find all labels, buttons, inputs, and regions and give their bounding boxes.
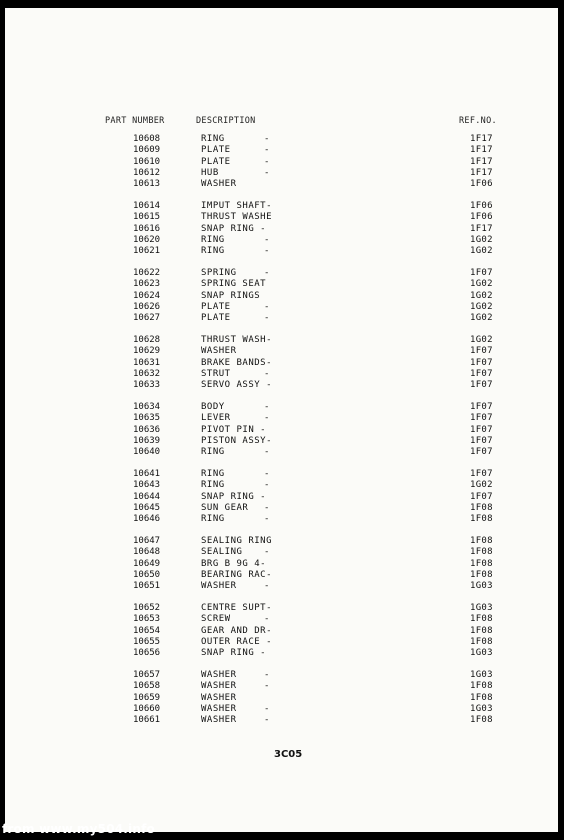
description-cell: PISTON ASSY- [201, 435, 273, 446]
dash-cell: - [264, 703, 270, 714]
ref-no-cell: 1F08 [470, 614, 493, 625]
ref-no-cell: 1F08 [470, 514, 493, 525]
description-cell: BRG B 9G 4- [201, 558, 267, 569]
table-row [5, 492, 558, 503]
part-number-cell: 10645 [133, 502, 161, 513]
ref-no-cell: 1F07 [470, 368, 493, 379]
dash-cell: - [264, 469, 270, 479]
part-number-cell: 10640 [133, 447, 161, 458]
ref-no-cell: 1G03 [470, 581, 493, 592]
part-number-cell: 10646 [133, 514, 161, 525]
ref-no-cell: 1G03 [470, 648, 493, 659]
source-watermark: from www.my504.info [2, 822, 155, 836]
ref-no-cell: 1F08 [470, 625, 493, 636]
description-cell: IMPUT SHAFT- [201, 201, 273, 211]
part-number-cell: 10615 [133, 212, 161, 223]
description-cell: RING [201, 447, 225, 458]
dash-cell: - [264, 368, 270, 379]
part-number-cell: 10639 [133, 435, 161, 446]
table-row [5, 291, 558, 302]
dash-cell: - [264, 614, 270, 625]
ref-no-cell: 1G02 [470, 313, 493, 324]
table-row [5, 201, 558, 212]
description-cell: THRUST WASH- [201, 335, 273, 345]
ref-no-cell: 1G03 [470, 670, 493, 680]
part-number-cell: 10622 [133, 268, 161, 278]
description-cell: SNAP RING - [201, 491, 267, 502]
part-number-cell: 10633 [133, 380, 161, 391]
part-number-cell: 10631 [133, 357, 161, 368]
part-number-cell: 10658 [133, 681, 161, 692]
ref-no-cell: 1F17 [470, 156, 493, 167]
part-number-cell: 10659 [133, 692, 161, 703]
part-number-cell: 10651 [133, 581, 161, 592]
part-number-cell: 10647 [133, 536, 161, 546]
part-number-cell: 10634 [133, 402, 161, 412]
description-cell: SERVO ASSY - [201, 380, 273, 391]
description-cell: RING [201, 234, 225, 245]
part-number-cell: 10612 [133, 167, 161, 178]
header-part-number: PART NUMBER [105, 116, 165, 126]
table-row [5, 346, 558, 357]
ref-no-cell: 1F07 [470, 424, 493, 435]
ref-no-cell: 1G02 [470, 301, 493, 312]
table-row [5, 313, 558, 324]
table-row [5, 179, 558, 190]
description-cell: PLATE [201, 313, 231, 324]
description-cell: SNAP RING - [201, 648, 267, 659]
ref-no-cell: 1F07 [470, 435, 493, 446]
part-number-cell: 10652 [133, 603, 161, 613]
description-cell: WASHER [201, 346, 237, 357]
table-row [5, 302, 558, 313]
description-cell: THRUST WASHE [201, 212, 273, 223]
ref-no-cell: 1F17 [470, 223, 493, 234]
ref-no-cell: 1G03 [470, 703, 493, 714]
table-row [5, 235, 558, 246]
ref-no-cell: 1F07 [470, 447, 493, 458]
table-row [5, 212, 558, 223]
table-row [5, 436, 558, 447]
dash-cell: - [264, 480, 270, 491]
ref-no-cell: 1F08 [470, 547, 493, 558]
ref-no-cell: 1F17 [470, 167, 493, 178]
ref-no-cell: 1G02 [470, 234, 493, 245]
table-row [5, 413, 558, 424]
description-cell: SNAP RING - [201, 223, 267, 234]
description-cell: SUN GEAR [201, 502, 249, 513]
table-row [5, 626, 558, 637]
description-cell: SPRING [201, 268, 237, 278]
dash-cell: - [264, 447, 270, 458]
part-number-cell: 10648 [133, 547, 161, 558]
description-cell: WASHER [201, 179, 237, 190]
part-number-cell: 10626 [133, 301, 161, 312]
description-cell: CENTRE SUPT- [201, 603, 273, 613]
description-cell: SEALING [201, 547, 243, 558]
ref-no-cell: 1F08 [470, 558, 493, 569]
table-row [5, 157, 558, 168]
part-number-cell: 10624 [133, 290, 161, 301]
description-cell: WASHER [201, 581, 237, 592]
table-row [5, 547, 558, 558]
table-row [5, 514, 558, 525]
description-cell: STRUT [201, 368, 231, 379]
description-cell: RING [201, 514, 225, 525]
description-cell: BRAKE BANDS- [201, 357, 273, 368]
part-number-cell: 10623 [133, 279, 161, 290]
dash-cell: - [264, 234, 270, 245]
ref-no-cell: 1F07 [470, 469, 493, 479]
dash-cell: - [264, 167, 270, 178]
part-number-cell: 10644 [133, 491, 161, 502]
description-cell: PIVOT PIN - [201, 424, 267, 435]
ref-no-cell: 1F17 [470, 145, 493, 156]
description-cell: SCREW [201, 614, 231, 625]
dash-cell: - [264, 268, 270, 278]
ref-no-cell: 1F17 [470, 134, 493, 144]
part-number-cell: 10649 [133, 558, 161, 569]
part-number-cell: 10608 [133, 134, 161, 144]
description-cell: SNAP RINGS [201, 290, 261, 301]
dash-cell: - [264, 313, 270, 324]
table-row [5, 681, 558, 692]
description-cell: WASHER [201, 692, 237, 703]
dash-cell: - [264, 301, 270, 312]
ref-no-cell: 1G02 [470, 480, 493, 491]
dash-cell: - [264, 402, 270, 412]
part-number-cell: 10621 [133, 246, 161, 257]
part-number-cell: 10613 [133, 179, 161, 190]
table-row [5, 224, 558, 235]
part-number-cell: 10636 [133, 424, 161, 435]
ref-no-cell: 1F08 [470, 715, 493, 726]
ref-no-cell: 1F06 [470, 201, 493, 211]
part-number-cell: 10656 [133, 648, 161, 659]
table-row [5, 268, 558, 279]
table-row [5, 637, 558, 648]
table-row [5, 603, 558, 614]
ref-no-cell: 1G02 [470, 246, 493, 257]
dash-cell: - [264, 413, 270, 424]
dash-cell: - [264, 581, 270, 592]
part-number-cell: 10632 [133, 368, 161, 379]
ref-no-cell: 1F08 [470, 636, 493, 647]
ref-no-cell: 1F08 [470, 536, 493, 546]
ref-no-cell: 1F07 [470, 491, 493, 502]
description-cell: RING [201, 246, 225, 257]
dash-cell: - [264, 502, 270, 513]
dash-cell: - [264, 681, 270, 692]
table-row [5, 648, 558, 659]
header-description: DESCRIPTION [196, 116, 256, 126]
description-cell: OUTER RACE - [201, 636, 273, 647]
description-cell: RING [201, 469, 225, 479]
ref-no-cell: 1G02 [470, 279, 493, 290]
part-number-cell: 10661 [133, 715, 161, 726]
table-row [5, 614, 558, 625]
part-number-cell: 10655 [133, 636, 161, 647]
dash-cell: - [264, 134, 270, 144]
table-row [5, 670, 558, 681]
part-number-cell: 10657 [133, 670, 161, 680]
dash-cell: - [264, 145, 270, 156]
description-cell: PLATE [201, 301, 231, 312]
ref-no-cell: 1F08 [470, 502, 493, 513]
ref-no-cell: 1F08 [470, 569, 493, 580]
table-row [5, 380, 558, 391]
dash-cell: - [264, 715, 270, 726]
table-row [5, 559, 558, 570]
table-row [5, 145, 558, 156]
part-number-cell: 10620 [133, 234, 161, 245]
ref-no-cell: 1F06 [470, 179, 493, 190]
dash-cell: - [264, 670, 270, 680]
description-cell: RING [201, 480, 225, 491]
table-row [5, 503, 558, 514]
description-cell: BODY [201, 402, 225, 412]
table-header [5, 116, 558, 130]
part-number-cell: 10643 [133, 480, 161, 491]
table-row [5, 168, 558, 179]
dash-cell: - [264, 514, 270, 525]
table-row [5, 469, 558, 480]
part-number-cell: 10628 [133, 335, 161, 345]
part-number-cell: 10660 [133, 703, 161, 714]
ref-no-cell: 1G03 [470, 603, 493, 613]
table-row [5, 402, 558, 413]
description-cell: SEALING RING [201, 536, 273, 546]
part-number-cell: 10627 [133, 313, 161, 324]
ref-no-cell: 1G02 [470, 335, 493, 345]
dash-cell: - [264, 156, 270, 167]
description-cell: GEAR AND DR- [201, 625, 273, 636]
part-number-cell: 10614 [133, 201, 161, 211]
page-number: 3C05 [274, 749, 303, 760]
parts-list-page [5, 8, 558, 832]
part-number-cell: 10654 [133, 625, 161, 636]
table-row [5, 369, 558, 380]
part-number-cell: 10635 [133, 413, 161, 424]
description-cell: HUB [201, 167, 219, 178]
description-cell: LEVER [201, 413, 231, 424]
ref-no-cell: 1F07 [470, 268, 493, 278]
part-number-cell: 10653 [133, 614, 161, 625]
part-number-cell: 10616 [133, 223, 161, 234]
table-row [5, 704, 558, 715]
ref-no-cell: 1F06 [470, 212, 493, 223]
description-cell: WASHER [201, 715, 237, 726]
ref-no-cell: 1F07 [470, 413, 493, 424]
description-cell: WASHER [201, 703, 237, 714]
table-row [5, 480, 558, 491]
ref-no-cell: 1F08 [470, 681, 493, 692]
ref-no-cell: 1F08 [470, 692, 493, 703]
table-row [5, 570, 558, 581]
description-cell: SPRING SEAT [201, 279, 267, 290]
description-cell: WASHER [201, 681, 237, 692]
ref-no-cell: 1F07 [470, 357, 493, 368]
ref-no-cell: 1F07 [470, 346, 493, 357]
ref-no-cell: 1F07 [470, 402, 493, 412]
ref-no-cell: 1G02 [470, 290, 493, 301]
header-ref-no: REF.NO. [459, 116, 497, 126]
description-cell: BEARING RAC- [201, 569, 273, 580]
dash-cell: - [264, 246, 270, 257]
table-row [5, 246, 558, 257]
description-cell: WASHER [201, 670, 237, 680]
table-row [5, 447, 558, 458]
table-row [5, 134, 558, 145]
part-number-cell: 10610 [133, 156, 161, 167]
ref-no-cell: 1F07 [470, 380, 493, 391]
description-cell: RING [201, 134, 225, 144]
table-row [5, 715, 558, 726]
table-row [5, 693, 558, 704]
dash-cell: - [264, 547, 270, 558]
description-cell: PLATE [201, 156, 231, 167]
table-row [5, 335, 558, 346]
part-number-cell: 10629 [133, 346, 161, 357]
description-cell: PLATE [201, 145, 231, 156]
part-number-cell: 10650 [133, 569, 161, 580]
table-row [5, 358, 558, 369]
table-row [5, 279, 558, 290]
table-row [5, 425, 558, 436]
table-row [5, 536, 558, 547]
table-row [5, 581, 558, 592]
part-number-cell: 10641 [133, 469, 161, 479]
part-number-cell: 10609 [133, 145, 161, 156]
